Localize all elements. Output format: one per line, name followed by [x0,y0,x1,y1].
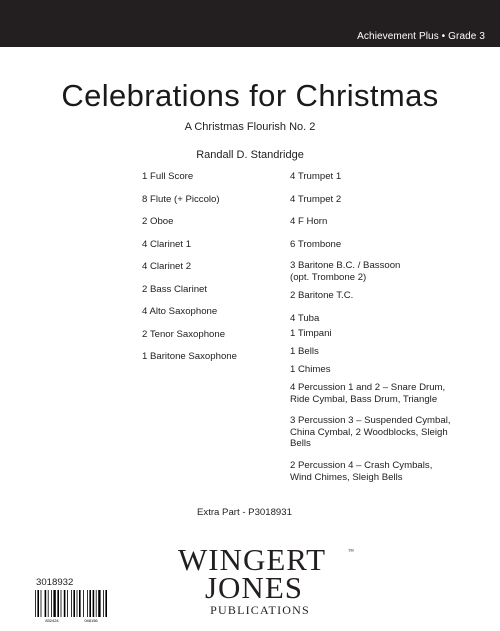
logo-line-publications: PUBLICATIONS [210,603,310,617]
barcode-bar [48,590,49,617]
part-item [290,260,475,283]
part-item: 4 Clarinet 1 [142,238,192,250]
barcode-bar [73,590,75,617]
barcode-bar [53,590,55,617]
part-line: 4 F Horn [290,216,328,227]
part-item: 2 Tenor Saxophone [142,328,226,340]
barcode-bar [64,590,66,617]
part-line: 1 Chimes [290,364,331,375]
part-item [290,290,475,302]
composer-name: Randall D. Standridge [196,149,304,161]
barcode-bar [93,590,95,617]
series-grade-label: Achievement Plus • Grade 3 [357,31,485,42]
part-item [290,346,475,358]
barcode-bar [37,590,39,617]
part-item [290,382,475,405]
barcode-bar [41,590,42,617]
barcode-bar [77,590,78,617]
logo-line-jones: JONES [204,570,304,605]
part-item: 1 Full Score [142,171,194,182]
part-line: (opt. Trombone 2) [290,271,367,283]
header-bar [0,0,500,47]
logo-trademark: ™ [348,549,354,555]
barcode-bars [35,590,107,617]
part-line: 4 Percussion 1 and 2 – Snare Drum, [290,382,446,393]
barcode-bar [51,590,52,617]
barcode-right-digits: 048156 [84,618,98,623]
part-item: 4 Clarinet 2 [142,261,192,272]
part-line: 1 Bells [290,346,319,357]
part-line: 2 Baritone T.C. [290,290,354,301]
part-line: 6 Trombone [290,238,342,250]
part-item [290,364,475,376]
part-line: 3 Percussion 3 – Suspended Cymbal, [290,415,451,426]
barcode-bar [79,590,81,617]
barcode-bar [96,590,97,617]
barcode-bar [98,590,100,617]
barcode-bar [105,590,107,617]
barcode-bar [103,590,104,617]
barcode-bar [61,590,62,617]
catalog-number: 3018932 [36,577,74,588]
part-line: 2 Percussion 4 – Crash Cymbals, [290,460,433,471]
part-line: 1 Timpani [290,328,332,339]
part-item: 8 Flute (+ Piccolo) [142,193,220,205]
barcode [33,589,110,623]
part-item [290,313,475,325]
subtitle: A Christmas Flourish No. 2 [184,121,316,133]
barcode-bar [71,590,72,617]
part-line: China Cymbal, 2 Woodblocks, Sleigh [290,426,448,438]
part-item [290,415,475,450]
part-item: 4 Alto Saxophone [142,306,218,317]
part-line: Wind Chimes, Sleigh Bells [290,471,403,483]
part-line: 4 Trumpet 1 [290,171,342,182]
part-line: Bells [290,438,311,449]
page-title: Celebrations for Christmas [61,78,439,113]
extra-part-note: Extra Part - P3018931 [197,507,292,518]
part-item [290,194,475,206]
part-item: 2 Oboe [142,216,174,227]
part-item [290,460,475,483]
barcode-bar [67,590,68,617]
part-line: Ride Cymbal, Bass Drum, Triangle [290,393,438,405]
barcode-bar [83,590,84,617]
logo-line-wingert: WINGERT [177,542,327,577]
barcode-bar [87,590,88,617]
barcode-bar [35,590,36,617]
part-item [290,328,475,340]
barcode-bar [45,590,47,617]
barcode-left-digits: 832424 [45,618,59,623]
barcode-bar [57,590,59,617]
part-line: 3 Baritone B.C. / Bassoon [290,260,401,271]
barcode-bar [89,590,91,617]
part-line: 4 Trumpet 2 [290,193,342,205]
publisher-logo [150,540,355,618]
part-item [290,239,475,251]
part-item: 1 Baritone Saxophone [142,351,237,362]
part-item [290,171,475,183]
part-line: 4 Tuba [290,312,320,324]
part-item: 2 Bass Clarinet [142,283,208,295]
part-item [290,216,475,228]
